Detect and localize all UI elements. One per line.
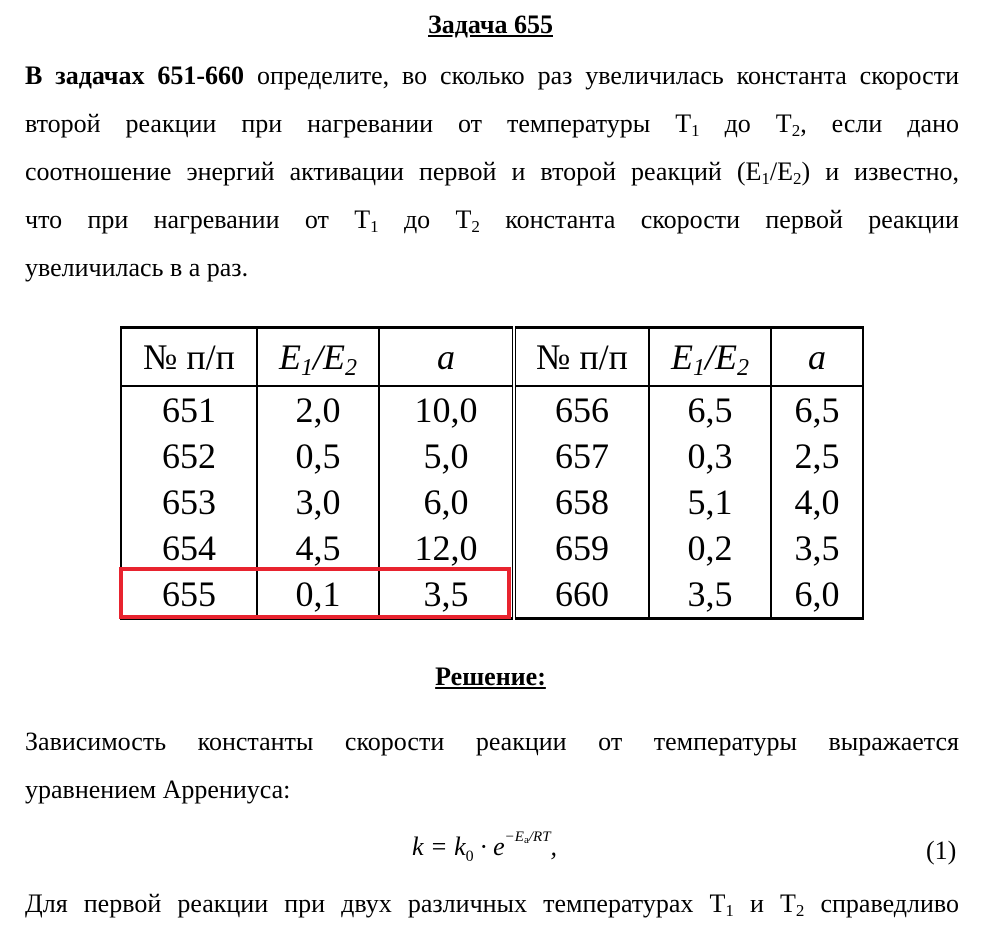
cell-a: 6,0 (379, 479, 514, 525)
header-number: № п/п (121, 328, 257, 387)
cell-energy-ratio: 2,0 (257, 386, 379, 433)
cell-number: 653 (121, 479, 257, 525)
cell-a: 10,0 (379, 386, 514, 433)
subscript: 1 (761, 169, 770, 188)
table-row (121, 433, 863, 479)
statement-line-4-text-b: до T (378, 205, 472, 234)
header-a: a (379, 328, 514, 387)
subscript: 2 (471, 217, 480, 236)
cell-a: 6,0 (771, 571, 863, 619)
cell-a: 2,5 (771, 433, 863, 479)
solution-title: Решение: (435, 662, 546, 691)
statement-bold-prefix: В задачах 651-660 (25, 61, 245, 90)
solution-line-3-text-b: и T (733, 889, 796, 918)
statement-line-1-text: определите, во сколько раз увеличилась константа скорости (244, 61, 960, 90)
cell-a: 4,0 (771, 479, 863, 525)
page-title: Задача 655 (428, 10, 553, 39)
cell-energy-ratio: 0,5 (257, 433, 379, 479)
cell-a: 5,0 (379, 433, 514, 479)
statement-line-3-text-c: ) и известно, (801, 157, 959, 186)
subscript: 2 (793, 169, 802, 188)
solution-line-2: уравнением Аррениуса: (25, 775, 291, 804)
cell-number: 656 (514, 386, 649, 433)
cell-a: 3,5 (771, 525, 863, 571)
statement-line-2-text-b: до T (699, 109, 792, 138)
statement-line-5: увеличилась в a раз. (25, 253, 249, 282)
header-energy-ratio: $E_1/E_2$ (257, 328, 379, 387)
header-number: № п/п (514, 328, 649, 387)
statement-line-2-text-c: , если дано (800, 109, 959, 138)
statement-line-3 (25, 148, 959, 196)
cell-energy-ratio: 3,5 (649, 571, 771, 619)
statement-line-4-text: что при нагревании от T (25, 205, 371, 234)
cell-number: 651 (121, 386, 257, 433)
cell-number: 660 (514, 571, 649, 619)
highlight-box (119, 567, 511, 619)
table-row (121, 479, 863, 525)
table-row (121, 386, 863, 433)
cell-number: 654 (121, 525, 257, 571)
cell-number: 659 (514, 525, 649, 571)
header-energy-ratio: $E_1/E_2$ (649, 328, 771, 387)
subscript: 2 (791, 121, 801, 140)
cell-a: 3,5 (379, 571, 514, 619)
statement-line-4-text-c: константа скорости первой реакции (479, 205, 959, 234)
cell-number: 655 (121, 571, 257, 619)
statement-line-1 (25, 52, 959, 100)
cell-number: 657 (514, 433, 649, 479)
solution-line-3 (25, 880, 959, 928)
cell-a: 12,0 (379, 525, 514, 571)
cell-a: 6,5 (771, 386, 863, 433)
subscript: 1 (725, 901, 734, 920)
table-header-row (121, 328, 863, 387)
solution-text (25, 718, 959, 814)
solution-line-1: Зависимость константы скорости реакции от температуры выражается (25, 727, 959, 756)
cell-number: 652 (121, 433, 257, 479)
cell-energy-ratio: 0,1 (257, 571, 379, 619)
solution-line-3-text-c: справедливо (804, 889, 960, 918)
equation-number: (1) (926, 836, 957, 865)
table-row (121, 525, 863, 571)
problem-statement (25, 52, 959, 292)
cell-energy-ratio: 5,1 (649, 479, 771, 525)
statement-line-2 (25, 100, 959, 148)
solution-line-3-text: Для первой реакции при двух различных температурах T (25, 889, 726, 918)
cell-energy-ratio: 0,2 (649, 525, 771, 571)
subscript: 1 (691, 121, 700, 140)
cell-energy-ratio: 6,5 (649, 386, 771, 433)
header-a: a (771, 328, 863, 387)
statement-line-3-text: соотношение энергий активации первой и второй реакций (E (25, 157, 762, 186)
statement-line-4 (25, 196, 959, 244)
statement-line-2-text: второй реакции при нагревании от температуры T (25, 109, 692, 138)
solution-continuation (25, 880, 959, 928)
arrhenius-equation: $k = k_0 \cdot e^{-E_a/RT}$, (412, 829, 558, 865)
cell-energy-ratio: 4,5 (257, 525, 379, 571)
cell-energy-ratio: 3,0 (257, 479, 379, 525)
statement-line-3-text-b: /E (769, 157, 794, 186)
cell-energy-ratio: 0,3 (649, 433, 771, 479)
subscript: 1 (370, 217, 379, 236)
cell-number: 658 (514, 479, 649, 525)
subscript: 2 (795, 901, 805, 920)
